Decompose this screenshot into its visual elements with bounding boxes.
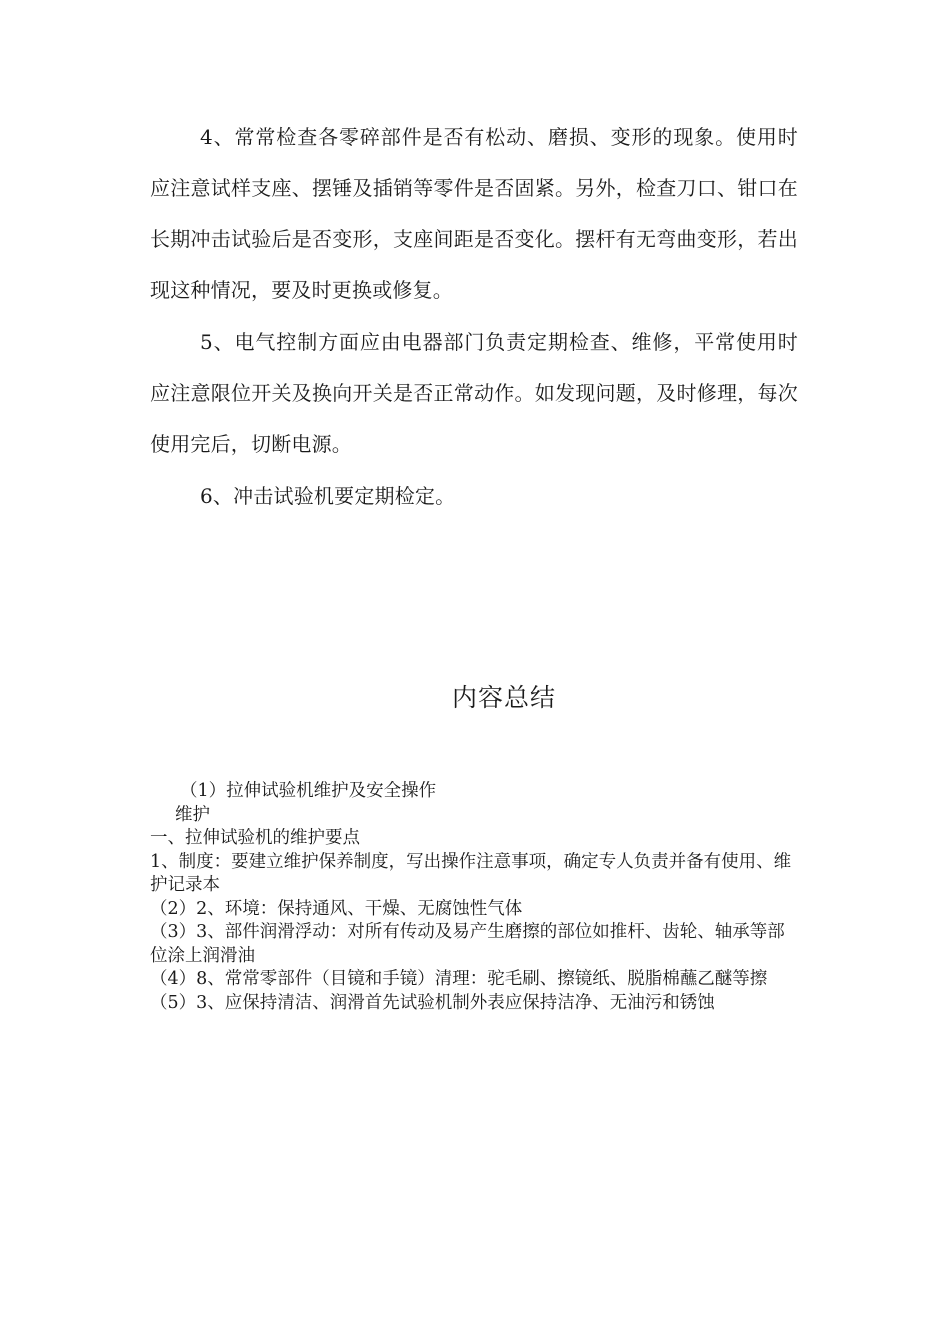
- summary-line-subheading: 维护: [175, 804, 210, 825]
- summary-line-item: 1、制度：要建立维护保养制度，写出操作注意事项，确定专人负责并备有使用、维护记录本: [150, 851, 792, 895]
- summary-line-item: （2）2、环境：保持通风、干燥、无腐蚀性气体: [150, 898, 523, 919]
- paragraph-item-4: 4、常常检查各零碎部件是否有松动、磨损、变形的现象。使用时应注意试样支座、摆锤及插销等零件是否固紧。另外，检查刀口、钳口在长期冲击试验后是否变形，支座间距是否变化。摆杆有无弯曲变形，若出现这种情况，要及时更换或修复。: [150, 125, 798, 302]
- summary-line-item: （4）8、常常零部件（目镜和手镜）清理：驼毛刷、擦镜纸、脱脂棉蘸乙醚等擦: [150, 969, 768, 989]
- summary-line-heading: （1）拉伸试验机维护及安全操作: [180, 781, 437, 801]
- maintenance-paragraphs: [150, 112, 798, 523]
- summary-section: [150, 780, 798, 1015]
- paragraph-item-5: 5、电气控制方面应由电器部门负责定期检查、维修，平常使用时应注意限位开关及换向开关是否正常动作。如发现问题，及时修理，每次使用完后，切断电源。: [150, 330, 798, 456]
- summary-line-item: （3）3、部件润滑浮动：对所有传动及易产生磨擦的部位如推杆、齿轮、轴承等部位涂上润滑油: [150, 922, 785, 966]
- paragraph-item-6: 6、冲击试验机要定期检定。: [200, 484, 456, 508]
- summary-title: 内容总结: [451, 683, 556, 712]
- summary-line-section: 一、拉伸试验机的维护要点: [150, 828, 360, 848]
- summary-line-item: （5）3、应保持清洁、润滑首先试验机制外表应保持洁净、无油污和锈蚀: [150, 992, 715, 1013]
